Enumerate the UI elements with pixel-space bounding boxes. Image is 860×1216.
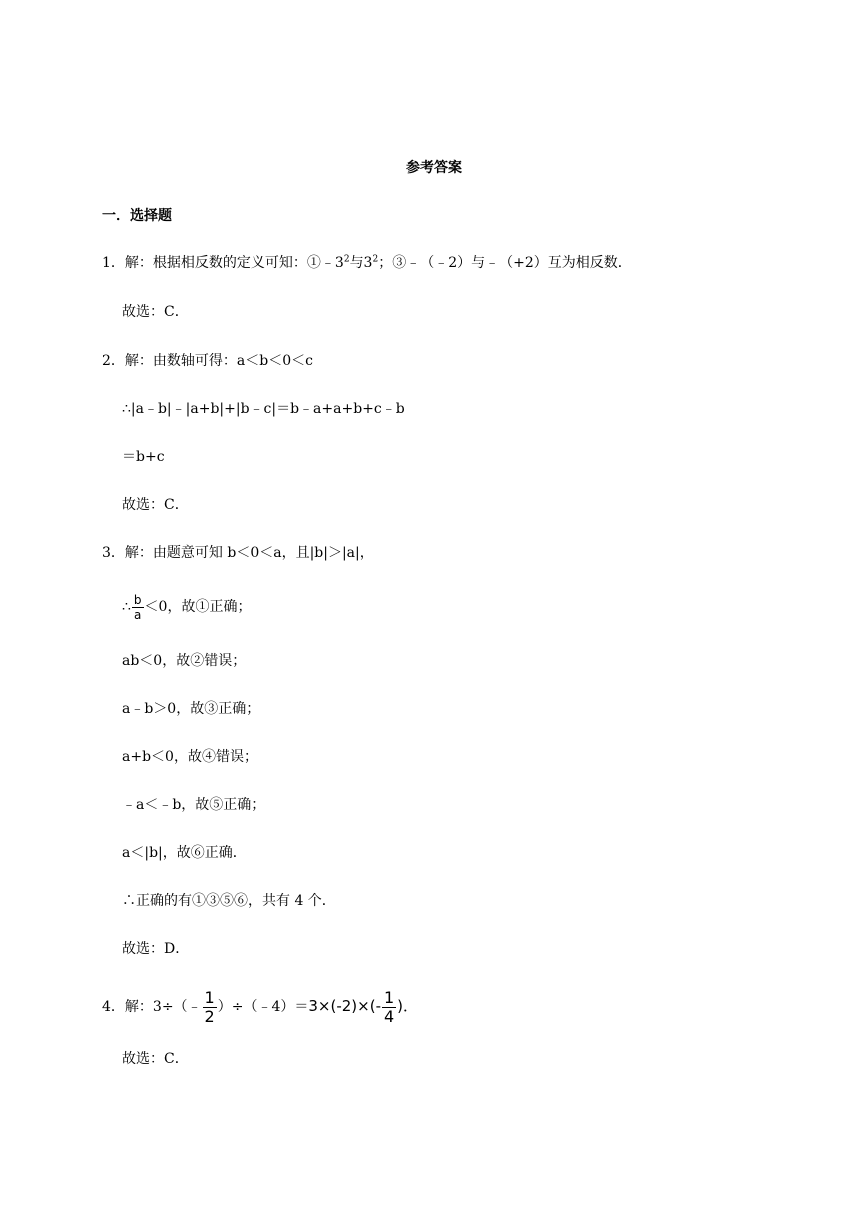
q4-solution-line	[102, 986, 418, 1027]
q3-solution-line-5: a+b＜0，故④错误；	[122, 749, 258, 765]
q2-solution-line-3: ＝b+c	[122, 449, 165, 465]
q4-fraction-2-numerator: 1	[383, 987, 395, 1007]
q4-fraction-1-denominator: 2	[204, 1006, 215, 1026]
q3-solution-line-4: a﹣b＞0，故③正确；	[122, 701, 261, 717]
page-title: 参考答案	[406, 160, 462, 176]
q1-text-a: 1．解：根据相反数的定义可知：①﹣3	[102, 255, 344, 271]
q3-fraction-numerator: b	[133, 592, 142, 607]
q4-text-c: 3×(-2)×(-	[308, 997, 381, 1015]
q2-answer: 故选：C．	[122, 497, 189, 513]
q1-superscript-1: 2	[343, 254, 350, 265]
q3-answer: 故选：D．	[122, 941, 190, 957]
q4-fraction-1-numerator: 1	[204, 987, 215, 1007]
section-heading: 一．选择题	[102, 208, 172, 224]
q3-solution-line-7: a＜|b|，故⑥正确．	[122, 845, 247, 861]
q3-fraction-b-over-a	[132, 594, 144, 621]
q4-fraction-2-denominator: 4	[383, 1006, 395, 1026]
q3-fraction-denominator: a	[134, 607, 142, 622]
q1-text-b: 与3	[349, 255, 373, 271]
q4-text-d: )．	[397, 997, 419, 1015]
q3-solution-line-6: ﹣a＜﹣b，故⑤正确；	[122, 797, 266, 813]
q1-superscript-2: 2	[372, 254, 379, 265]
q4-fraction-one-half	[203, 987, 217, 1026]
q3-solution-line-2	[122, 588, 251, 626]
q4-text-b: ）÷（﹣4）＝	[217, 999, 309, 1015]
q3-solution-line-3: ab＜0，故②错误；	[122, 653, 247, 669]
q4-answer: 故选：C．	[122, 1051, 189, 1067]
q2-solution-line-1: 2．解：由数轴可得：a＜b＜0＜c	[102, 353, 313, 369]
q3-line-2-tail: ＜0，故①正确；	[144, 599, 252, 615]
q3-solution-line-8: ∴正确的有①③⑤⑥，共有 4 个．	[122, 893, 336, 909]
q2-solution-line-2: ∴|a﹣b|﹣|a+b|+|b﹣c|＝b﹣a+a+b+c﹣b	[122, 401, 405, 417]
q1-text-c: ；③﹣（﹣2）与﹣（+2）互为相反数．	[378, 255, 632, 271]
q4-text-a: 4．解：3÷（﹣	[102, 999, 202, 1015]
q4-fraction-one-quarter	[382, 987, 396, 1026]
q1-solution-line	[102, 253, 632, 273]
q1-answer: 故选：C．	[122, 304, 189, 320]
q3-solution-line-1: 3．解：由题意可知 b＜0＜a，且|b|＞|a|，	[102, 545, 374, 561]
q3-therefore-symbol: ∴	[122, 599, 131, 615]
